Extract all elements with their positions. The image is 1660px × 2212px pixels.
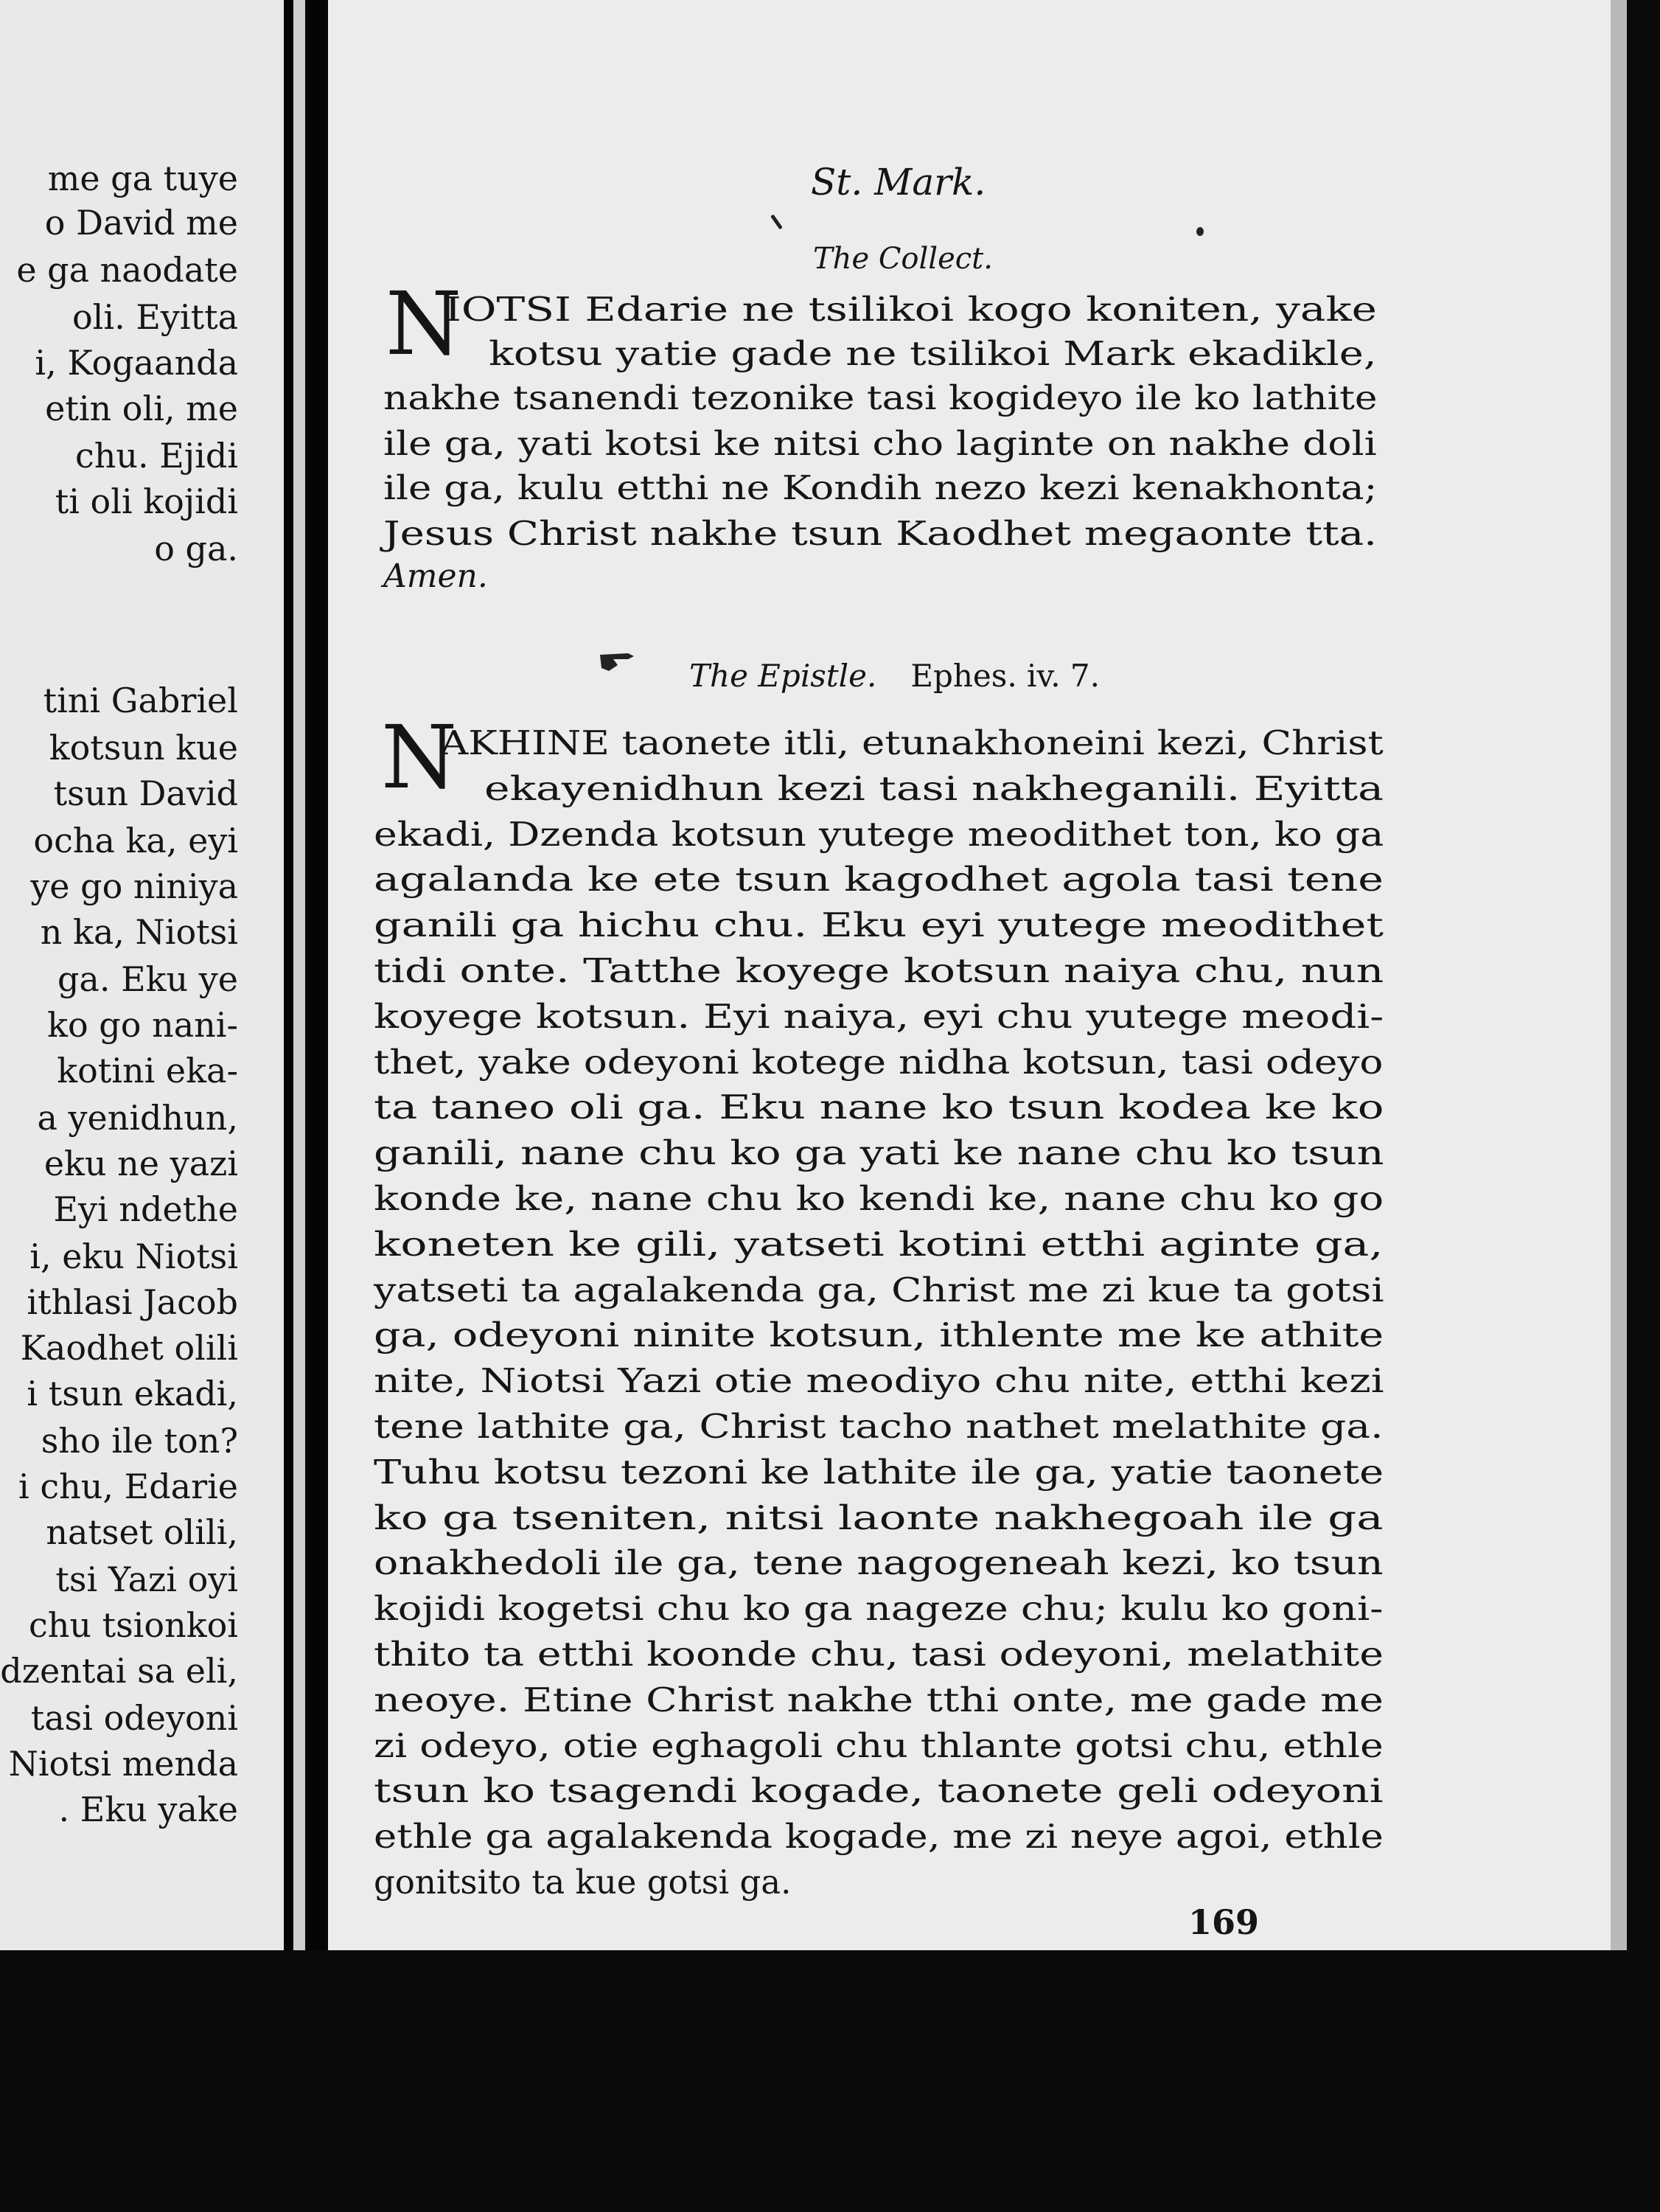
epistle-line: gonitsito ta kue gotsi ga.: [374, 1863, 792, 1902]
previous-page-line: Niotsi menda: [8, 1744, 238, 1784]
previous-page-line: i chu, Edarie: [18, 1467, 238, 1506]
epistle-line: ko ga tseniten, nitsi laonte nakhegoah ile ga: [374, 1498, 1384, 1537]
epistle-line: Tuhu kotsu tezoni ke lathite ile ga, yatie taonete: [374, 1452, 1384, 1492]
epistle-line: onakhedoli ile ga, tene nagogeneah kezi, ko tsun: [374, 1543, 1384, 1583]
previous-page-line: tini Gabriel: [43, 681, 238, 720]
previous-page-line: etin oli, me: [45, 389, 238, 428]
epistle-reference: Ephes. iv. 7.: [910, 658, 1100, 694]
epistle-title: The Epistle.: [689, 658, 877, 694]
page-edge: [1611, 0, 1627, 1950]
epistle-line: koneten ke gili, yatseti kotini etthi aginte ga,: [374, 1224, 1384, 1264]
epistle-dropcap: N: [381, 706, 458, 808]
previous-page-line: . Eku yake: [58, 1790, 238, 1829]
collect-dropcap: N: [386, 273, 462, 375]
previous-page-line: n ka, Niotsi: [40, 912, 238, 952]
collect-line: IOTSI Edarie ne tsilikoi kogo koniten, yake: [444, 290, 1377, 329]
scan-border-bottom: [0, 1950, 1660, 2212]
previous-page-line: e ga naodate: [16, 250, 238, 290]
ink-mark: [770, 215, 783, 230]
collect-line: Jesus Christ nakhe tsun Kaodhet megaonte tta.: [383, 514, 1378, 553]
epistle-line: ta taneo oli ga. Eku nane ko tsun kodea ke ko: [374, 1088, 1384, 1127]
ink-speck: [1196, 227, 1204, 236]
gutter-page-edge: [293, 0, 305, 1961]
epistle-line: ethle ga agalakenda kogade, me zi neye agoi, ethle: [374, 1817, 1384, 1857]
previous-page-line: i tsun ekadi,: [27, 1374, 238, 1413]
epistle-line: tidi onte. Tatthe koyege kotsun naiya chu, nun: [374, 951, 1384, 990]
previous-page-line: ocha ka, eyi: [33, 821, 238, 860]
epistle-line: tene lathite ga, Christ tacho nathet melathite ga.: [374, 1407, 1384, 1446]
previous-page-line: dzentai sa eli,: [0, 1651, 238, 1691]
epistle-line: neoye. Etine Christ nakhe tthi onte, me gade me: [374, 1680, 1384, 1719]
epistle-line: ganili, nane chu ko ga yati ke nane chu ko tsun: [374, 1133, 1384, 1173]
epistle-line: thet, yake odeyoni kotege nidha kotsun, tasi odeyo: [374, 1042, 1384, 1082]
previous-page-line: kotini eka-: [57, 1051, 238, 1091]
collect-line: nakhe tsanendi tezonike tasi kogideyo ile ko lathite: [383, 378, 1378, 417]
epistle-heading: [689, 658, 1100, 694]
previous-page-line: ithlasi Jacob: [27, 1282, 238, 1322]
collect-line: ile ga, yati kotsi ke nitsi cho laginte on nakhe doli: [383, 424, 1377, 463]
epistle-line: zi odeyo, otie eghagoli chu thlante gotsi chu, ethle: [374, 1725, 1384, 1765]
previous-page-line: tsun David: [53, 773, 238, 813]
epistle-line: AKHINE taonete itli, etunakhoneini kezi, Christ: [440, 723, 1384, 762]
scan-border-right: [1627, 0, 1660, 2212]
epistle-line: ekayenidhun kezi tasi nakheganili. Eyitta: [484, 768, 1384, 808]
collect-line: kotsu yatie gade ne tsilikoi Mark ekadikle,: [489, 334, 1377, 373]
epistle-line: thito ta etthi koonde chu, tasi odeyoni, melathite: [374, 1635, 1384, 1674]
previous-page-fragment: [0, 0, 284, 1961]
previous-page-line: sho ile ton?: [41, 1421, 238, 1461]
epistle-line: konde ke, nane chu ko kendi ke, nane chu ko go: [374, 1179, 1384, 1218]
previous-page-line: chu. Ejidi: [75, 436, 238, 476]
previous-page-line: a yenidhun,: [37, 1098, 238, 1138]
page-number: 169: [1188, 1902, 1260, 1942]
previous-page-line: ye go niniya: [30, 866, 238, 906]
previous-page-line: i, Kogaanda: [35, 343, 238, 383]
previous-page-line: eku ne yazi: [43, 1144, 238, 1183]
previous-page-line: tasi odeyoni: [30, 1698, 238, 1738]
previous-page-line: natset olili,: [46, 1512, 238, 1552]
previous-page-line: o David me: [44, 203, 238, 243]
previous-page-line: ti oli kojidi: [55, 481, 238, 521]
page-title: St. Mark.: [811, 161, 986, 204]
pointing-hand-icon: [599, 649, 637, 678]
previous-page-line: o ga.: [154, 529, 238, 568]
epistle-line: ekadi, Dzenda kotsun yutege meodithet ton, ko ga: [374, 814, 1384, 854]
epistle-line: nite, Niotsi Yazi otie meodiyo chu nite, etthi kezi: [374, 1361, 1384, 1401]
previous-page-line: ga. Eku ye: [57, 959, 238, 999]
collect-amen: Amen.: [383, 557, 488, 595]
previous-page-line: ko go nani-: [47, 1005, 238, 1045]
previous-page-line: tsi Yazi oyi: [55, 1559, 238, 1599]
epistle-line: ganili ga hichu chu. Eku eyi yutege meodithet: [374, 905, 1384, 945]
collect-line: ile ga, kulu etthi ne Kondih nezo kezi kenakhonta;: [383, 468, 1378, 507]
previous-page-line: oli. Eyitta: [72, 297, 238, 337]
epistle-line: kojidi kogetsi chu ko ga nageze chu; kulu ko goni-: [374, 1589, 1384, 1629]
epistle-line: agalanda ke ete tsun kagodhet agola tasi tene: [374, 860, 1384, 900]
previous-page-line: kotsun kue: [49, 728, 238, 768]
previous-page-line: Kaodhet olili: [20, 1328, 238, 1368]
book-page: [328, 0, 1611, 1950]
previous-page-line: Eyi ndethe: [53, 1189, 238, 1229]
epistle-line: koyege kotsun. Eyi naiya, eyi chu yutege meodi-: [374, 996, 1384, 1036]
book-gutter: [284, 0, 328, 2212]
epistle-line: tsun ko tsagendi kogade, taonete geli odeyoni: [374, 1771, 1384, 1811]
previous-page-line: chu tsionkoi: [28, 1605, 238, 1645]
previous-page-line: me ga tuye: [47, 159, 238, 198]
epistle-line: yatseti ta agalakenda ga, Christ me zi kue ta gotsi: [374, 1270, 1384, 1310]
collect-heading: The Collect.: [813, 242, 993, 276]
epistle-line: ga, odeyoni ninite kotsun, ithlente me ke athite: [374, 1315, 1384, 1355]
previous-page-line: i, eku Niotsi: [29, 1237, 238, 1276]
